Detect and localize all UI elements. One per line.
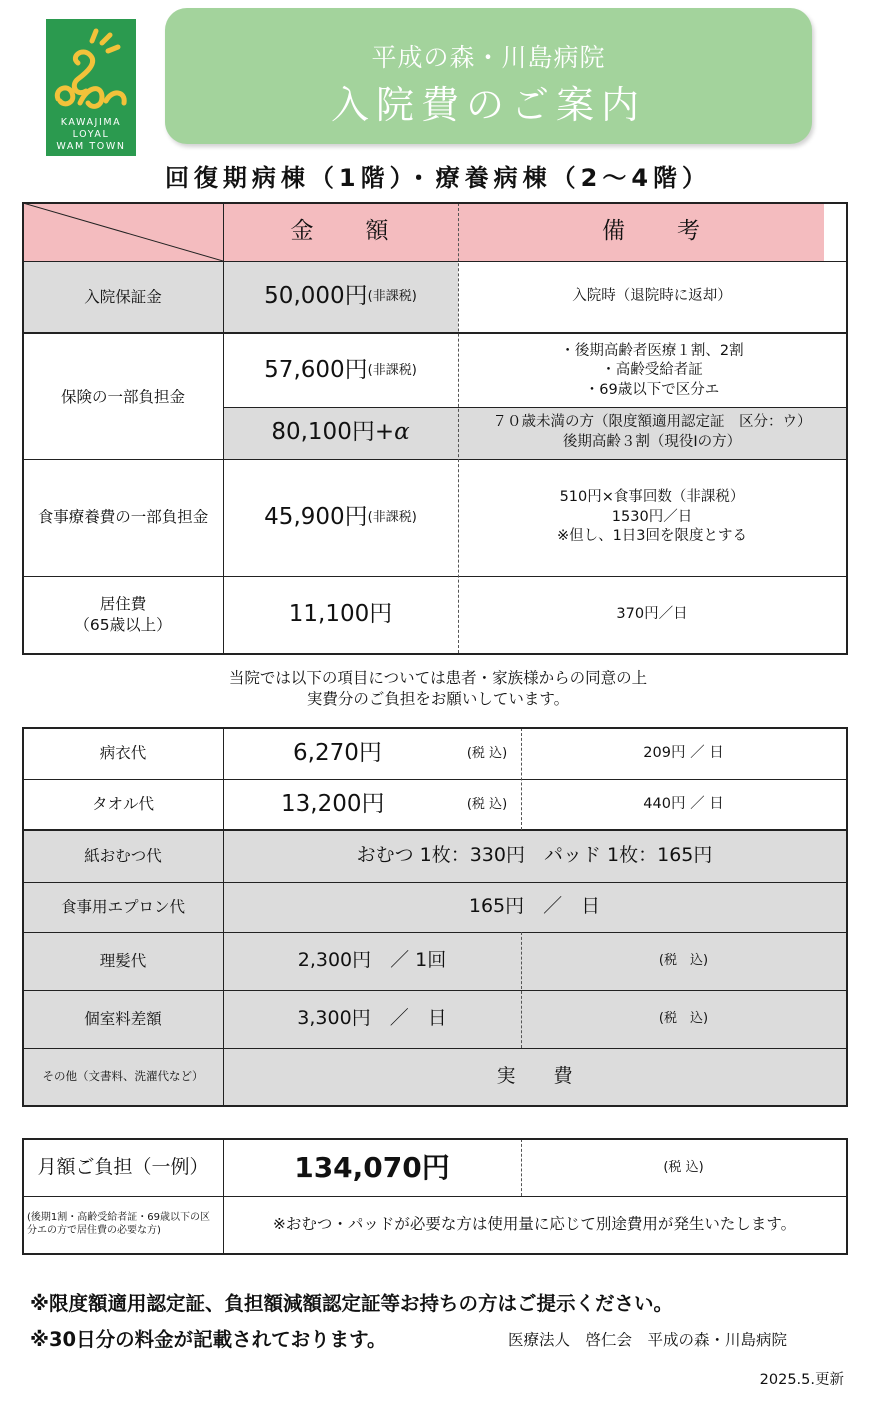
header-amount: 金 額 [290,218,391,245]
diaper-label: 紙おむつ代 [84,846,162,865]
deposit-amount: 50,000円 [264,283,368,310]
meal-note-line3: ※但し、1日3回を限度とする [556,528,748,545]
gown-note: 209円 ／ 日 [643,744,724,761]
towel-label: タオル代 [91,795,154,814]
page-title: 入院費のご案内 [330,83,646,127]
room-tax: (税 込) [658,1011,709,1027]
other-value: 実 費 [496,1064,573,1087]
room-label: 個室料差額 [84,1009,162,1028]
towel-tax: (税 込) [466,796,508,812]
meal-amount: 45,900円 [264,503,368,530]
updated-date: 2025.5.更新 [759,1372,844,1388]
consent-notice [0,668,876,710]
haircut-tax: (税 込) [658,953,709,969]
header-note: 備 考 [602,218,702,245]
insurance-tax-1: (非課税) [367,363,417,379]
deposit-note: 入院時（退院時に返却） [572,288,732,305]
room-value: 3,300円 ／ 日 [297,1007,447,1030]
towel-amount: 13,200円 [281,790,385,817]
housing-note: 370円／日 [616,605,688,622]
logo-text-line1: KAWAJIMA [60,117,122,128]
insurance-label: 保険の一部負担金 [60,387,185,406]
housing-amount: 11,100円 [288,600,393,627]
deposit-label: 入院保証金 [84,287,162,306]
ward-subtitle: 回復期病棟（1階）・療養病棟（2～4階） [164,164,712,192]
gown-tax: (税 込) [466,745,508,761]
footer-certificate-note: ※限度額適用認定証、負担額減額認定証等お持ちの方はご提示ください。 [30,1292,673,1315]
apron-label: 食事用エプロン代 [60,897,185,916]
hospital-name: 平成の森・川島病院 [371,43,606,72]
insurance-note-2-line2: 後期高齢３割（現役Ⅰの方） [562,434,742,450]
monthly-tax: (税 込) [663,1159,704,1175]
haircut-label: 理髪代 [99,951,147,970]
gown-amount: 6,270円 [293,739,382,766]
meal-label: 食事療養費の一部負担金 [37,508,209,527]
meal-note-line1: 510円×食事回数（非課税） [559,489,745,506]
logo-text-line2: LOYAL [72,129,110,140]
hospital-logo [46,19,136,156]
logo-mark-icon [52,27,130,115]
insurance-note-1-line2: ・高齢受給者証 [601,362,703,379]
monthly-amount: 134,070円 [294,1150,450,1184]
housing-label-line2: （65歳以上） [74,615,172,634]
meal-note-line2: 1530円／日 [611,508,693,525]
deposit-tax: (非課税) [367,289,417,305]
housing-label-line1: 居住費 [99,594,147,613]
insurance-alpha: α [394,419,410,446]
logo-text-line3: WAM TOWN [56,141,126,152]
insurance-note-2-line1: ７０歳未満の方（限度額適用認定証 区分：ウ） [492,414,812,431]
gown-label: 病衣代 [99,744,147,763]
consent-notice-line1: 当院では以下の項目については患者・家族様からの同意の上 [228,669,648,687]
haircut-value: 2,300円 ／ 1回 [297,949,447,972]
apron-value: 165円 ／ 日 [468,895,601,918]
title-banner [165,8,812,144]
diaper-extra-note: ※おむつ・パッドが必要な方は使用量に応じて別途費用が発生いたします。 [272,1215,797,1234]
towel-note: 440円 ／ 日 [643,795,724,812]
consent-notice-line2: 実費分のご負担をお願いしています。 [306,690,570,708]
insurance-amount-1: 57,600円 [264,357,368,384]
monthly-condition: (後期1割・高齢受給者証・69歳以下の区分エの方で居住費の必要な方) [27,1212,210,1236]
footer-organization: 医療法人 啓仁会 平成の森・川島病院 [508,1331,788,1349]
diaper-value: おむつ 1枚：330円 パッド 1枚：165円 [356,844,713,867]
insurance-note-1-line1: ・後期高齢者医療１割、2割 [560,342,744,359]
footer-30days-note: ※30日分の料金が記載されております。 [30,1328,387,1351]
meal-tax: (非課税) [367,509,417,525]
monthly-label: 月額ご負担（一例） [37,1155,209,1178]
insurance-amount-2: 80,100円+ [271,419,395,446]
other-label: その他（文書料、洗濯代など） [42,1068,204,1083]
insurance-note-1-line3: ・69歳以下で区分エ [584,381,720,398]
